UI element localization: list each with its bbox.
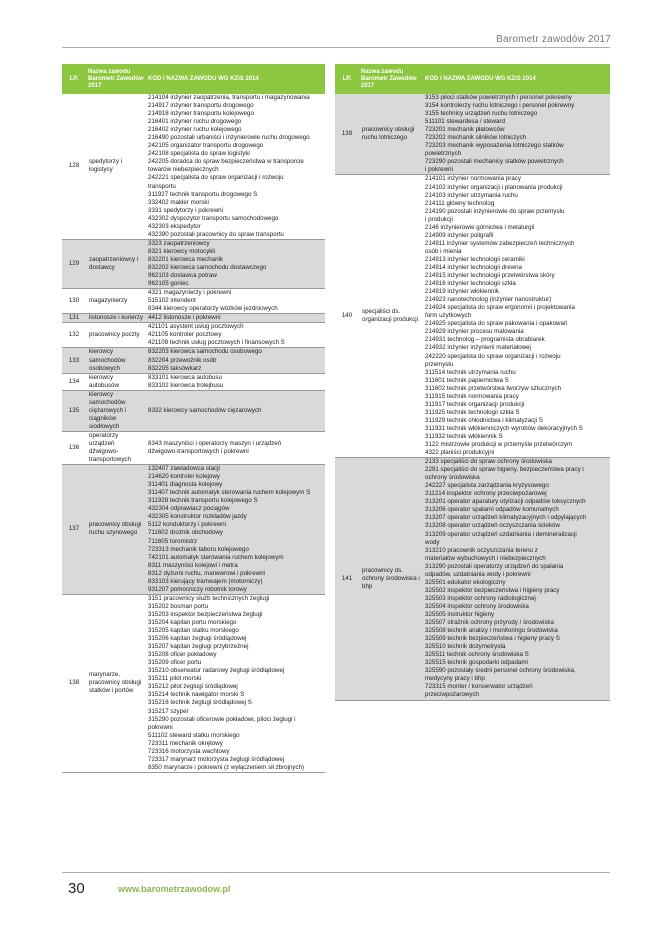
code-line: 313208 operator urządzeń oczyszczania ścieków xyxy=(425,522,560,530)
code-line: 5112 konduktorzy i pokrewni xyxy=(148,521,226,529)
code-line: 311214 inspektor ochrony przeciwpożarowej xyxy=(425,490,547,498)
code-line: 214909 inżynier poligrafii xyxy=(425,231,494,239)
column-header-lp: LP. xyxy=(62,64,86,94)
code-line: materiałów wybuchowych i niebezpiecznych xyxy=(425,554,546,562)
code-line: 723203 mechanik wyposażenia lotniczego statków xyxy=(425,142,564,150)
occupation-codes xyxy=(146,465,325,595)
occupation-name: operatorzy urządzeń dźwigowo-transportowych xyxy=(86,431,146,464)
table-row xyxy=(335,175,610,458)
code-line: 315204 kapitan portu morskiego xyxy=(148,619,237,626)
occupation-codes xyxy=(146,390,325,431)
column-header-codes: KOD I NAZWA ZAWODU WG KZiS 2014 xyxy=(146,64,325,94)
code-line: 315206 kapitan żeglugi śródlądowej xyxy=(148,635,247,643)
occupation-name: marynarze, pracownicy obsługi statków i portów xyxy=(86,594,146,772)
occupation-codes xyxy=(146,239,325,288)
occupation-name: magazynierzy xyxy=(86,289,146,314)
code-line: form użytkowych xyxy=(425,312,472,320)
code-line: 315207 kapitan żeglugi przybrzeżnej xyxy=(148,643,249,651)
row-number: 134 xyxy=(62,373,86,390)
code-line: przeciwpożarowych xyxy=(425,691,479,699)
code-line: 313290 pozostali operatorzy urządzeń do spalania xyxy=(425,562,564,570)
code-line: 4322 planiści produkcyjni xyxy=(425,449,495,457)
code-line: 832204 przewoźnik osób xyxy=(148,356,217,364)
code-line: 3154 kontrolerzy ruchu lotniczego i personel pokrewny xyxy=(425,102,575,110)
occupation-codes xyxy=(146,594,325,772)
table-row xyxy=(62,465,325,595)
code-line: wody xyxy=(425,538,440,546)
code-line: 315209 oficer portu xyxy=(148,659,202,667)
code-line: 8343 maszyniści i operatorzy maszyn i urządzeń xyxy=(148,439,282,447)
code-line: 313209 operator urządzeń uzdatniania i demineralizacji xyxy=(425,530,577,538)
code-line: 311514 technik utrzymania ruchu xyxy=(425,368,516,376)
occupation-name: pracownicy poczty xyxy=(86,323,146,348)
code-line: 214925 specjalista do spraw pakowania i opakowań xyxy=(425,320,568,328)
code-line: 325515 technik gospodarki odpadami xyxy=(425,659,528,667)
code-line: 313201 operator aparatury utylizacji odpadów toksycznych xyxy=(425,498,586,506)
table-row xyxy=(335,458,610,700)
code-line: 723201 mechanik płatowców xyxy=(425,126,505,134)
table-row xyxy=(62,594,325,772)
table-row xyxy=(62,348,325,373)
row-number: 132 xyxy=(62,323,86,348)
code-line: dźwigowo-transportowych i pokrewni xyxy=(148,448,249,456)
code-line: 315217 szyper xyxy=(148,707,189,715)
code-line: 214917 inżynier transportu drogowego xyxy=(148,102,254,110)
code-line: 325590 pozostały średni personel ochrony środowiska, xyxy=(425,667,576,675)
code-line: 742101 automatyk sterowania ruchem kolejowym xyxy=(148,553,284,561)
occupation-name: specjaliści ds. organizacji produkcji xyxy=(359,175,423,458)
code-line: 962103 dostawca potraw xyxy=(148,272,217,280)
code-line: 931207 pomocniczy robotnik torowy xyxy=(148,585,247,593)
code-line: 214103 inżynier utrzymania ruchu xyxy=(425,191,518,199)
code-line: 723290 pozostali mechanicy statków powietrznych xyxy=(425,158,564,166)
row-number: 130 xyxy=(62,289,86,314)
code-line: 723315 monter / konserwator urządzeń xyxy=(425,683,533,691)
code-line: 242221 specjalista do spraw organizacji i rozwoju xyxy=(148,174,284,182)
code-line: 723313 mechanik taboru kolejowego xyxy=(148,545,249,553)
code-line: 216402 inżynier ruchu kolejowego xyxy=(148,126,242,134)
code-line: 315205 kapitan statku morskiego xyxy=(148,627,239,635)
occupation-codes xyxy=(146,431,325,464)
code-line: 311917 technik organizacji produkcji xyxy=(425,400,525,408)
code-line: 311927 technik transportu drogowego S xyxy=(148,190,258,198)
code-line: 325503 inspektor ochrony radiologicznej xyxy=(425,594,536,602)
code-line: 723311 mechanik okrętowy xyxy=(148,739,223,747)
code-line: 325501 edukator ekologiczny xyxy=(425,578,506,586)
occupations-table-left xyxy=(62,64,325,773)
code-line: 3323 zaopatrzeniowcy xyxy=(148,239,210,247)
code-line: 242105 organizator transportu drogowego xyxy=(148,142,264,150)
occupation-name: kierowcy autobusów xyxy=(86,373,146,390)
row-number: 133 xyxy=(62,348,86,373)
column-header-lp: LP. xyxy=(335,64,359,94)
table-row xyxy=(62,323,325,348)
code-line: 214916 inżynier technologii szkła xyxy=(425,280,516,288)
code-line: 723317 marynarz motorzysta żeglugi śródlądowej xyxy=(148,755,285,763)
code-line: 325508 technik analizy i monitoringu środowiska xyxy=(425,627,558,635)
code-line: 311915 technik normowania pracy xyxy=(425,392,519,400)
code-line: 511102 steward statku morskiego xyxy=(148,731,240,739)
occupation-name: kierowcy samochodów ciężarowych i ciągników siodłowych xyxy=(86,390,146,431)
code-line: 214929 inżynier procesu malowania xyxy=(425,328,524,336)
code-line: 833102 kierowca trolejbusu xyxy=(148,381,224,389)
occupation-codes xyxy=(423,458,610,700)
code-line: 313210 pracownik oczyszczania terenu z xyxy=(425,546,538,554)
code-line: 311601 technik papiernictwa S xyxy=(425,376,509,384)
row-number: 131 xyxy=(62,314,86,323)
code-line: 3331 spedytorzy i pokrewni xyxy=(148,206,223,214)
code-line: 214932 inżynier inżynierii materiałowej xyxy=(425,344,531,352)
code-line: 242227 specjalista zarządzania kryzysowego xyxy=(425,482,549,490)
code-line: 214915 inżynier technologii przetwórstwa skóry xyxy=(425,272,555,280)
occupation-name: kierowcy samochodów osobowych xyxy=(86,348,146,373)
code-line: 214931 technolog – programista obrabiarek xyxy=(425,336,545,344)
table-row xyxy=(62,431,325,464)
code-line: ochrony środowiska xyxy=(425,474,480,482)
code-line: 315211 pilot morski xyxy=(148,675,202,683)
occupation-codes xyxy=(423,94,610,175)
code-line: 325510 technik dozymetrysta xyxy=(425,643,506,651)
row-number: 129 xyxy=(62,239,86,288)
table-row xyxy=(62,314,325,323)
code-line: 214914 inżynier technologii drewna xyxy=(425,263,523,271)
code-line: 132407 zawiadowca stacji xyxy=(148,465,220,473)
table-row xyxy=(62,289,325,314)
column-header-name: Nazwa zawodu Barometr Zawodów 2017 xyxy=(359,64,423,94)
code-line: medycyny pracy i bhp xyxy=(425,675,485,683)
code-line: i produkcji xyxy=(425,215,453,223)
code-line: 332402 makler morski xyxy=(148,198,209,206)
code-line: 214104 inżynier zaopatrzenia, transportu i magazynowania xyxy=(148,94,310,101)
code-line: 242205 doradca do spraw bezpieczeństwa w transporcie xyxy=(148,158,304,166)
code-line: 214913 inżynier technologii ceramiki xyxy=(425,255,525,263)
code-line: 214190 pozostali inżynierowie do spraw przemysłu xyxy=(425,207,565,215)
code-line: 432302 dyspozytor transportu samochodowego xyxy=(148,214,279,222)
code-line: 4412 listonosze i pokrewni xyxy=(148,314,221,322)
code-line: 315212 pilot żeglugi śródlądowej xyxy=(148,683,238,691)
code-line: 214918 inżynier transportu kolejowego xyxy=(148,110,254,118)
code-line: 311932 technik włókiennik S xyxy=(425,432,503,440)
code-line: odpadów, uzdatniania wody i pokrewni xyxy=(425,570,531,578)
occupation-name: pracownicy obsługi ruchu lotniczego xyxy=(359,94,423,175)
table-row xyxy=(62,94,325,239)
occupation-codes xyxy=(146,94,325,239)
code-line: 311602 technik przetwórstwa tworzyw sztucznych xyxy=(425,384,562,392)
footer-divider xyxy=(62,872,610,873)
code-line: 832205 taksówkarz xyxy=(148,364,202,372)
code-line: 511101 stewardesa / steward xyxy=(425,118,505,126)
code-line: 421105 kontroler pocztowy xyxy=(148,331,222,339)
row-number: 128 xyxy=(62,94,86,239)
code-line: 833101 kierowca autobusu xyxy=(148,373,222,381)
code-line: 311407 technik automatyk sterowania ruchem kolejowym S xyxy=(148,489,311,497)
code-line: 8332 kierowcy samochodów ciężarowych xyxy=(148,406,262,414)
code-line: 311929 technik chłodnictwa i klimatyzacji S xyxy=(425,416,543,424)
code-line: 214919 inżynier włókiennik xyxy=(425,288,499,296)
code-line: 8350 marynarze i pokrewni (z wyłączeniem sił zbrojnych) xyxy=(148,763,305,771)
code-line: 421108 technik usług pocztowych i finansowych S xyxy=(148,339,285,347)
code-line: 311925 technik technologii szkła S xyxy=(425,408,520,416)
code-line: 3151 pracownicy służb technicznych żeglugi xyxy=(148,594,270,602)
code-line: 311928 technik transportu kolejowego S xyxy=(148,497,258,505)
code-line: przemysłu xyxy=(425,360,454,368)
code-line: 325504 inspektor ochrony środowiska xyxy=(425,602,529,610)
code-line: 242220 specjalista do spraw organizacji i rozwoju xyxy=(425,352,561,360)
code-line: 723202 mechanik silników lotniczych xyxy=(425,134,527,142)
code-line: transportu xyxy=(148,182,176,190)
code-line: 315202 bosman portu xyxy=(148,602,209,610)
row-number: 141 xyxy=(335,458,359,700)
code-line: 315290 pozostali oficerowie pokładowi, piloci żeglugi i xyxy=(148,715,296,723)
code-line: towarów niebezpiecznych xyxy=(148,166,219,174)
code-line: pokrewni xyxy=(148,723,173,731)
page-number: 30 xyxy=(68,880,85,897)
code-line: 2133 specjaliści do spraw ochrony środowiska xyxy=(425,458,552,466)
code-line: 315203 inspektor bezpieczeństwa żeglugi xyxy=(148,610,263,618)
row-number: 137 xyxy=(62,465,86,595)
code-line: 315216 technik żeglugi śródlądowej S xyxy=(148,699,252,707)
code-line: 723316 motorzysta wachtowy xyxy=(148,747,230,755)
code-line: 2146 inżynierowie górnictwa i metalurgii xyxy=(425,223,535,231)
occupation-codes xyxy=(146,323,325,348)
code-line: 833103 kierujący tramwajem (motorniczy) xyxy=(148,577,263,585)
occupation-codes xyxy=(146,314,325,323)
code-line: 8321 kierowcy motocykli xyxy=(148,247,216,255)
running-header: Barometr zawodów 2017 xyxy=(496,34,611,45)
code-line: 3153 piloci statków powietrznych i personel pokrewny xyxy=(425,94,572,101)
code-line: 315208 oficer pokładowy xyxy=(148,651,217,659)
code-line: 214101 inżynier normowania pracy xyxy=(425,175,521,183)
row-number: 140 xyxy=(335,175,359,458)
code-line: 214923 nanotechnolog (inżynier nanostruktur) xyxy=(425,296,552,304)
code-line: 216401 inżynier ruchu drogowego xyxy=(148,118,242,126)
code-line: 832202 kierowca samochodu dostawczego xyxy=(148,263,267,271)
code-line: 432303 ekspedytor xyxy=(148,222,201,230)
code-line: 313207 operator urządzeń klimatyzacyjnych i odpylających xyxy=(425,514,587,522)
code-line: 432305 konstruktor rozkładów jazdy xyxy=(148,513,247,521)
code-line: 8311 maszyniści kolejowi i metra xyxy=(148,561,238,569)
table-row xyxy=(335,94,610,175)
occupation-name: zaopatrzeniowcy i dostawcy xyxy=(86,239,146,288)
table-row xyxy=(62,373,325,390)
code-line: osób i mienia xyxy=(425,247,462,255)
code-line: 8312 dyżurni ruchu, manewrowi i pokrewni xyxy=(148,569,265,577)
code-line: 325507 strażnik ochrony przyrody / środowiska xyxy=(425,619,554,627)
code-line: 214911 inżynier systemów zabezpieczeń technicznych xyxy=(425,239,575,247)
code-line: 832203 kierowca samochodu osobowego xyxy=(148,348,262,356)
code-line: 311931 technik włókienniczych wyrobów dekoracyjnych S xyxy=(425,424,583,432)
code-line: 311401 diagnosta kolejowy xyxy=(148,481,223,489)
code-line: 325502 inspektor bezpieczeństwa i higieny pracy xyxy=(425,586,560,594)
code-line: 315210 obserwator radarowy żeglugi śródlądowej xyxy=(148,667,285,675)
occupation-name: spedytorzy i logistycy xyxy=(86,94,146,239)
code-line: 432390 pozostali pracownicy do spraw transportu xyxy=(148,230,284,238)
code-line: 4321 magazynierzy i pokrewni xyxy=(148,289,232,297)
code-line: 432304 odprawiacz pociągów xyxy=(148,505,230,513)
occupation-name: pracownicy ds. ochrony środowiska i bhp xyxy=(359,458,423,700)
code-line: 214620 kontroler kolejowy xyxy=(148,473,220,481)
code-line: 325505 instruktor higieny xyxy=(425,611,495,618)
code-line: 8344 kierowcy operatorzy wózków jezdniowych xyxy=(148,305,278,313)
code-line: 515102 intendent xyxy=(148,297,196,305)
occupation-name: pracownicy obsługi ruchu szynowego xyxy=(86,465,146,595)
code-line: 325509 technik bezpieczeństwa i higieny pracy S xyxy=(425,635,560,643)
code-line: 214924 specjalista do spraw ergonomii i projektowania xyxy=(425,304,575,312)
table-row xyxy=(62,239,325,288)
occupation-codes xyxy=(146,289,325,314)
column-header-codes: KOD I NAZWA ZAWODU WG KZiS 2014 xyxy=(423,64,610,94)
code-line: 3122 mistrzowie produkcji w przemyśle przetwórczym xyxy=(425,441,573,449)
occupation-codes xyxy=(423,175,610,458)
row-number: 139 xyxy=(335,94,359,175)
occupation-codes xyxy=(146,348,325,373)
code-line: 214102 inżynier organizacji i planowania produkcji xyxy=(425,183,563,191)
row-number: 136 xyxy=(62,431,86,464)
code-line: 315214 technik nawigator morski S xyxy=(148,691,245,699)
website-link[interactable]: www.barometrzawodow.pl xyxy=(118,884,231,894)
header-divider xyxy=(62,47,610,48)
code-line: 325511 technik ochrony środowiska S xyxy=(425,651,529,659)
code-line: 216490 pozostali urbaniści i inżynierowie ruchu drogowego xyxy=(148,134,310,142)
row-number: 135 xyxy=(62,390,86,431)
code-line: 711605 toromistrz xyxy=(148,537,198,545)
code-line: 832201 kierowca mechanik xyxy=(148,255,223,263)
occupation-codes xyxy=(146,373,325,390)
row-number: 138 xyxy=(62,594,86,772)
occupation-name: listonosze i kurierzy xyxy=(86,314,146,323)
code-line: 313206 operator spalarni odpadów komunalnych xyxy=(425,506,559,514)
code-line: 421101 asystent usług pocztowych xyxy=(148,323,244,331)
column-header-name: Nazwa zawodu Barometr Zawodów 2017 xyxy=(86,64,146,94)
code-line: 242108 specjalista do spraw logistyki xyxy=(148,150,250,158)
code-line: i pokrewni xyxy=(425,166,453,174)
table-row xyxy=(62,390,325,431)
code-line: 214111 główny technolog xyxy=(425,199,495,207)
code-line: powietrznych xyxy=(425,150,462,158)
code-line: 3155 technicy urządzeń ruchu lotniczego xyxy=(425,110,538,118)
occupations-table-right xyxy=(335,64,610,701)
code-line: 2291 specjaliści do spraw higieny, bezpieczeństwa pracy i xyxy=(425,466,584,474)
code-line: 962105 goniec xyxy=(148,280,189,288)
code-line: 711602 drożnik obchodowy xyxy=(148,529,223,537)
